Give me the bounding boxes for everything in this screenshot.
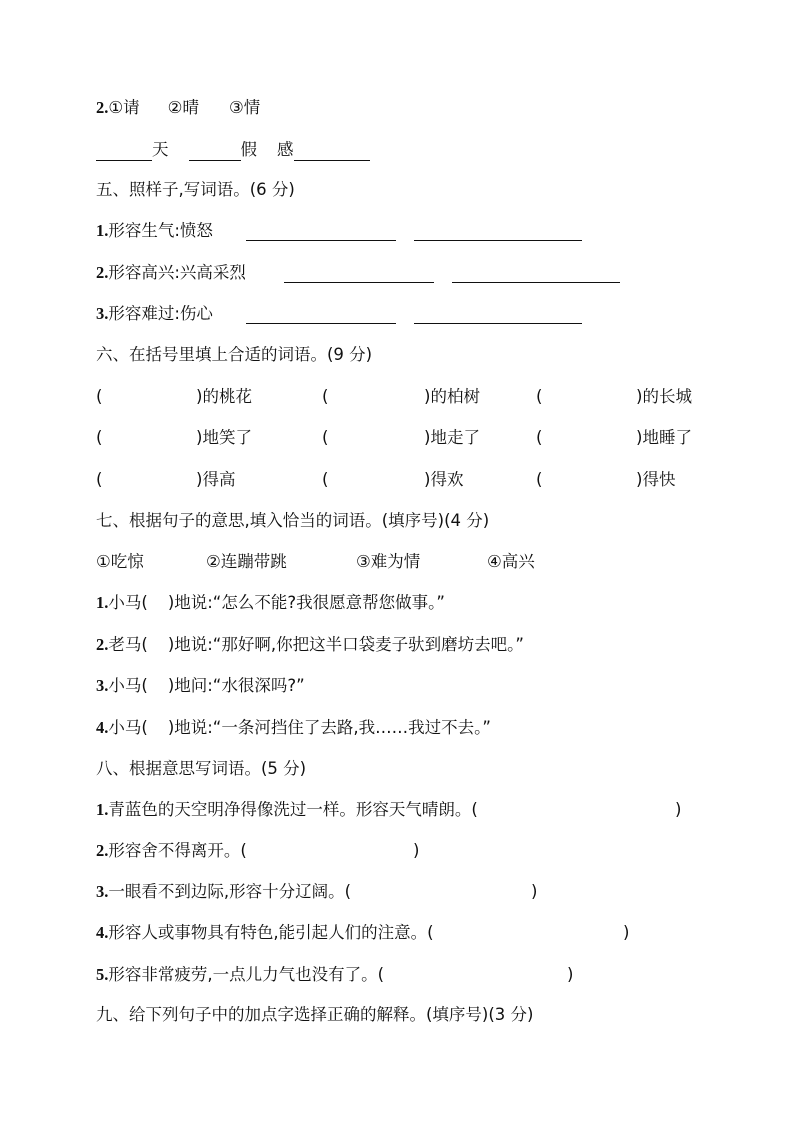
q5-item <box>96 303 213 325</box>
close-paren: ) <box>531 882 538 901</box>
answer-blank[interactable] <box>452 264 620 283</box>
q7-item: 2.老马( )地说:“那好啊,你把这半口袋麦子驮到磨坊去吧。” <box>96 635 524 654</box>
q6-cell: )的柏树 <box>424 387 480 406</box>
item-number: 1. <box>96 221 109 240</box>
answer-blank[interactable] <box>246 305 396 324</box>
open-paren: ( <box>322 387 329 406</box>
answer-blank[interactable] <box>96 142 152 161</box>
item-number: 3. <box>96 882 109 901</box>
close-paren: ) <box>623 923 630 942</box>
q8-heading: 八、根据意思写词语。(5 分) <box>96 759 307 778</box>
open-paren: ( <box>322 470 329 489</box>
option: ③情 <box>228 98 261 117</box>
q8-item <box>96 922 434 944</box>
q4-part2-fill <box>96 139 370 161</box>
item-text: )地说:“那好啊,你把这半口袋麦子驮到磨坊去吧。” <box>167 635 524 654</box>
q6-cell: )的桃花 <box>196 387 252 406</box>
q7-option: ②连蹦带跳 <box>206 552 287 571</box>
item-number: 3. <box>96 304 109 323</box>
item-text: 形容高兴:兴高采烈 <box>108 263 246 282</box>
item-number: 2. <box>96 98 109 117</box>
item-text: 一眼看不到边际,形容十分辽阔。( <box>108 882 352 901</box>
q6-cell: )地睡了 <box>636 428 692 447</box>
answer-blank[interactable] <box>294 142 370 161</box>
q7-option: ④高兴 <box>487 552 535 571</box>
q7-item: 4.小马( )地说:“一条河挡住了去路,我……我过不去。” <box>96 718 491 737</box>
answer-blank[interactable] <box>284 264 434 283</box>
q5-heading: 五、照样子,写词语。(6 分) <box>96 180 295 199</box>
q7-option: ③难为情 <box>356 552 421 571</box>
item-text: )地说:“怎么不能?我很愿意帮您做事。” <box>167 593 445 612</box>
answer-blank[interactable] <box>414 222 582 241</box>
q4-part2-options <box>96 97 260 119</box>
q6-cell: )地走了 <box>424 428 480 447</box>
item-number: 1. <box>96 593 109 612</box>
item-text: 青蓝色的天空明净得像洗过一样。形容天气晴朗。( <box>108 800 478 819</box>
q6-cell: )得欢 <box>424 470 464 489</box>
open-paren: ( <box>96 387 103 406</box>
q6-heading: 六、在括号里填上合适的词语。(9 分) <box>96 345 373 364</box>
q7-item: 3.小马( )地问:“水很深吗?” <box>96 676 305 695</box>
q9-heading: 九、给下列句子中的加点字选择正确的解释。(填序号)(3 分) <box>96 1005 534 1024</box>
open-paren: ( <box>536 387 543 406</box>
item-number: 3. <box>96 676 109 695</box>
close-paren: ) <box>675 800 682 819</box>
item-text: 形容难过:伤心 <box>108 304 213 323</box>
q5-item <box>96 220 213 242</box>
q5-item <box>96 262 246 284</box>
item-number: 2. <box>96 841 109 860</box>
item-text: )地说:“一条河挡住了去路,我……我过不去。” <box>167 718 491 737</box>
item-text: 形容非常疲劳,一点儿力气也没有了。( <box>108 965 385 984</box>
fill-item: 假 <box>240 140 257 159</box>
q7-heading: 七、根据句子的意思,填入恰当的词语。(填序号)(4 分) <box>96 511 490 530</box>
q7-item: 1.小马( )地说:“怎么不能?我很愿意帮您做事。” <box>96 593 445 612</box>
item-number: 1. <box>96 800 109 819</box>
open-paren: ( <box>322 428 329 447</box>
answer-blank[interactable] <box>414 305 582 324</box>
item-number: 2. <box>96 635 109 654</box>
item-text: 形容舍不得离开。( <box>108 841 247 860</box>
option: ①请 <box>108 98 140 117</box>
q8-item <box>96 881 351 903</box>
item-number: 5. <box>96 965 109 984</box>
q8-item <box>96 964 384 986</box>
close-paren: ) <box>567 965 574 984</box>
close-paren: ) <box>413 841 420 860</box>
item-number: 2. <box>96 263 109 282</box>
item-number: 4. <box>96 923 109 942</box>
option: ②晴 <box>167 98 199 117</box>
q8-item <box>96 799 478 821</box>
answer-blank[interactable] <box>246 222 396 241</box>
q6-cell: )得高 <box>196 470 236 489</box>
q8-item <box>96 840 247 862</box>
item-text: 形容人或事物具有特色,能引起人们的注意。( <box>108 923 434 942</box>
item-number: 4. <box>96 718 109 737</box>
item-text: 形容生气:愤怒 <box>108 221 213 240</box>
q6-cell: )地笑了 <box>196 428 252 447</box>
open-paren: ( <box>536 470 543 489</box>
q7-option: ①吃惊 <box>96 552 144 571</box>
item-text: )地问:“水很深吗?” <box>167 676 305 695</box>
answer-blank[interactable] <box>189 142 241 161</box>
fill-item: 天 <box>152 140 169 159</box>
q6-cell: )的长城 <box>636 387 692 406</box>
open-paren: ( <box>96 428 103 447</box>
open-paren: ( <box>536 428 543 447</box>
fill-item: 感 <box>277 140 294 159</box>
open-paren: ( <box>96 470 103 489</box>
q6-cell: )得快 <box>636 470 676 489</box>
